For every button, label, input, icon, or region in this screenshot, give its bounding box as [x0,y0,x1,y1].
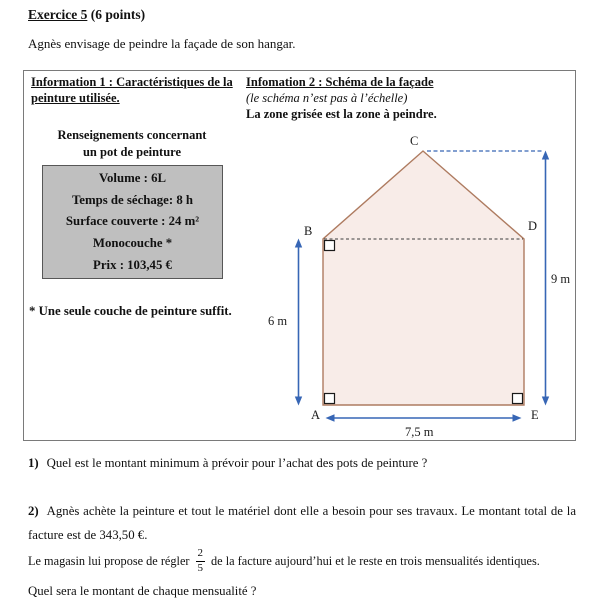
dim-label-7-5m: 7,5 m [405,425,434,439]
info2-heading: Infomation 2 : Schéma de la façade [246,75,434,89]
paint-pot-subheading-line1: Renseignements concernant [57,128,207,142]
vertex-label-e: E [531,408,539,422]
arrowhead-left-bottom [295,397,302,406]
facade-shape [323,151,524,405]
arrowhead-left-top [295,239,302,248]
exercise-title-line [28,7,145,23]
question-2-final: Quel sera le montant de chaque mensualité ? [28,584,257,598]
info2-note-bold: La zone grisée est la zone à peindre. [246,107,437,121]
fraction-numerator: 2 [196,548,206,562]
dim-label-6m: 6 m [268,314,288,328]
vertex-label-c: C [410,134,419,148]
spec-drying-time: Temps de séchage: 8 h [71,192,194,207]
vertex-label-a: A [311,408,321,422]
payment-text-before: Le magasin lui propose de régler [28,553,190,568]
dim-label-9m: 9 m [551,272,571,286]
question-2-payment-line [28,545,588,577]
question-2 [28,500,576,547]
spec-monocoat: Monocouche * [92,236,173,251]
footnote-text: * Une seule couche de peinture suffit. [29,304,232,318]
right-angle-marker-b [325,241,335,251]
question-2-text: Agnès achète la peinture et tout le matériel dont elle a besoin pour ses travaux. Le montant total de la facture est de 343,50 €. [28,504,576,542]
fraction-two-fifths [196,548,206,574]
question-2-marker: 2) [28,504,39,518]
vertex-label-d: D [528,219,538,233]
question-1-text: Quel est le montant minimum à prévoir pour l’achat des pots de peinture ? [46,456,428,470]
information-box [23,70,576,441]
question-1-marker: 1) [28,456,39,470]
spec-coverage: Surface couverte : 24 m² [65,214,200,229]
payment-text-after: de la facture aujourd’hui et le reste en trois mensualités identiques. [211,553,540,568]
facade-schema [24,71,577,442]
exercise-title: Exercice 5 [28,7,88,22]
intro-text: Agnès envisage de peindre la façade de son hangar. [28,36,296,51]
arrowhead-bottom-left [326,414,335,421]
question-1 [28,456,576,471]
spec-volume: Volume : 6L [98,171,167,186]
arrowhead-right-bottom [542,397,549,406]
right-angle-marker-e [513,394,523,404]
fraction-denominator: 5 [197,561,204,574]
paint-pot-subheading-line2: un pot de peinture [82,144,182,159]
arrowhead-bottom-right [513,414,522,421]
vertex-label-b: B [304,224,313,238]
points-label: (6 points) [87,7,146,22]
right-angle-marker-a [325,394,335,404]
arrowhead-right-top [542,151,549,160]
info1-heading-line2: peinture utilisée. [31,91,120,105]
info2-note-italic: (le schéma n’est pas à l’échelle) [246,91,408,105]
info1-heading-line1: Information 1 : Caractéristiques de la [31,75,233,89]
spec-price: Prix : 103,45 € [93,257,172,272]
